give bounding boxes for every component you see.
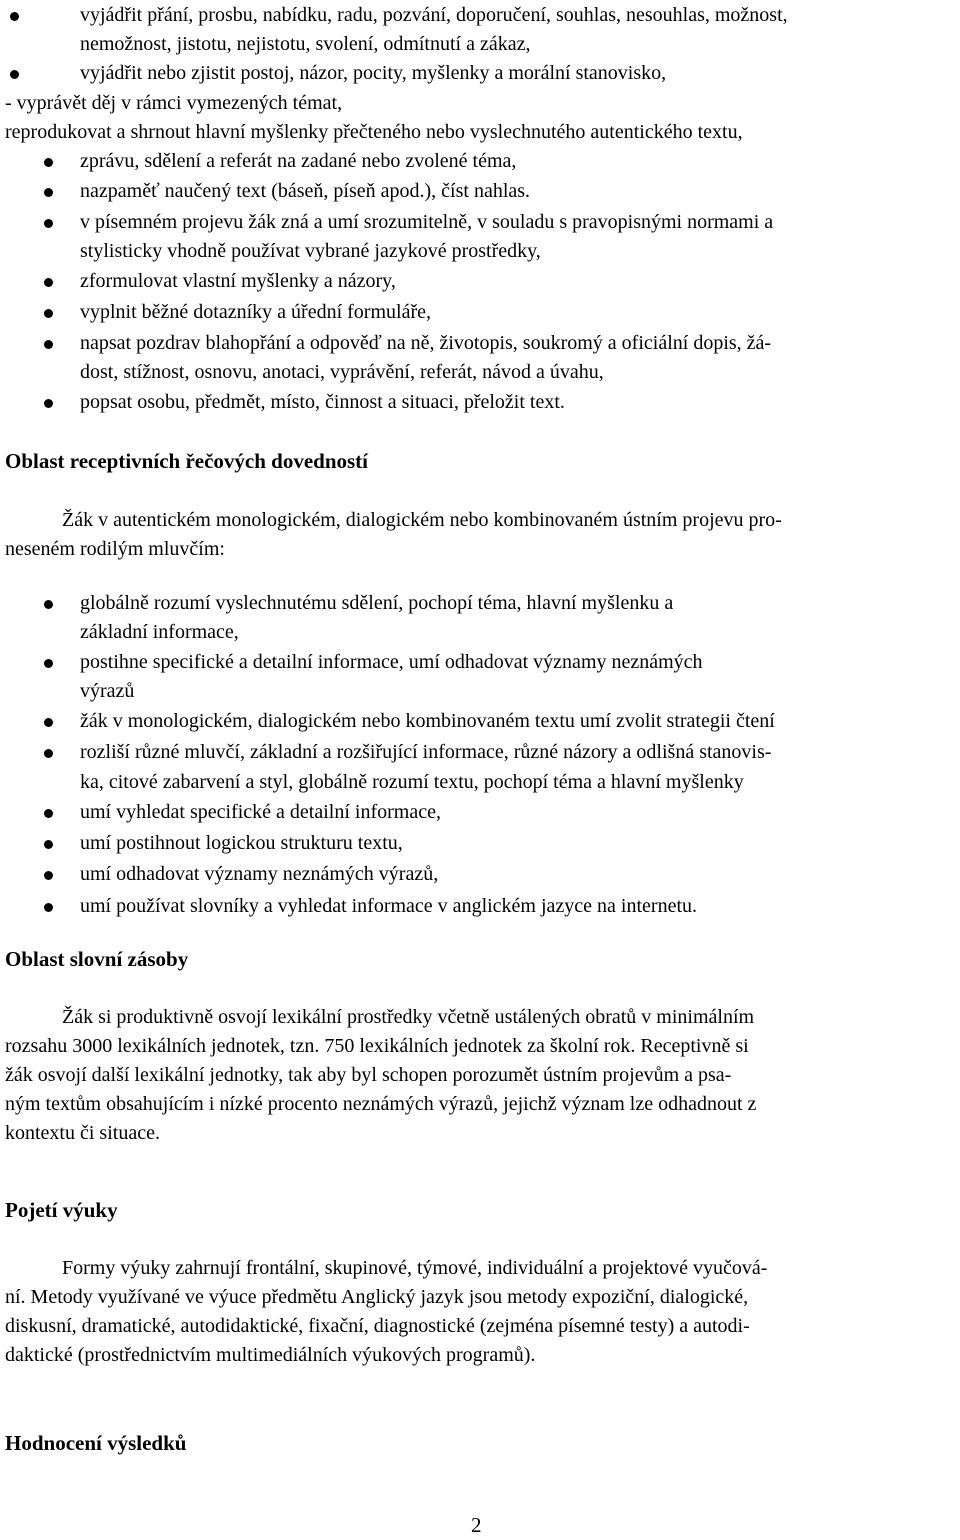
- list-item: nazpaměť naučený text (báseň, píseň apod.), číst nahlas.: [80, 180, 531, 202]
- receptive-intro: Žák v autentickém monologickém, dialogickém nebo kombinovaném ústním projevu pro-: [62, 509, 782, 531]
- list-item: vyplnit běžné dotazníky a úřední formuláře,: [80, 301, 431, 323]
- teaching-para-line: daktické (prostřednictvím multimediálních výukových programů).: [5, 1344, 536, 1366]
- page-number: 2: [471, 1513, 482, 1537]
- bullet-icon: [44, 188, 53, 197]
- list-item: zformulovat vlastní myšlenky a názory,: [80, 270, 396, 292]
- list-item: popsat osobu, předmět, místo, činnost a situaci, přeložit text.: [80, 391, 565, 413]
- section-heading-teaching: Pojetí výuky: [5, 1198, 118, 1222]
- bullet-icon: [44, 718, 53, 727]
- list-item: napsat pozdrav blahopřání a odpověď na ně, životopis, soukromý a oficiální dopis, žá-: [80, 332, 772, 354]
- list-item-cont: stylisticky vhodně používat vybrané jazykové prostředky,: [80, 240, 541, 262]
- list-item-cont: základní informace,: [80, 621, 239, 643]
- bullet-icon: [44, 219, 53, 228]
- dash-item: - vyprávět děj v rámci vymezených témat,: [5, 92, 343, 114]
- list-item: vyjádřit nebo zjistit postoj, názor, pocity, myšlenky a morální stanovisko,: [80, 62, 667, 84]
- list-item: umí odhadovat významy neznámých výrazů,: [80, 863, 439, 885]
- list-item: zprávu, sdělení a referát na zadané nebo zvolené téma,: [80, 150, 517, 172]
- bullet-icon: [44, 399, 53, 408]
- section-heading-vocabulary: Oblast slovní zásoby: [5, 947, 189, 971]
- teaching-para-line: Formy výuky zahrnují frontální, skupinové, týmové, individuální a projektové vyučová-: [62, 1257, 768, 1279]
- bullet-icon: [10, 12, 19, 21]
- vocabulary-para-line: ným textům obsahujícím i nízké procento neznámých výrazů, jejichž význam lze odhadnout z: [5, 1093, 757, 1115]
- bullet-icon: [44, 903, 53, 912]
- vocabulary-para-line: žák osvojí další lexikální jednotky, tak aby byl schopen porozumět ústním projevům a psa-: [5, 1064, 732, 1086]
- vocabulary-para-line: Žák si produktivně osvojí lexikální prostředky včetně ustálených obratů v minimálním: [62, 1006, 755, 1028]
- bullet-icon: [44, 309, 53, 318]
- receptive-intro-cont: neseném rodilým mluvčím:: [5, 538, 225, 560]
- bullet-icon: [44, 840, 53, 849]
- bullet-icon: [10, 70, 19, 79]
- bullet-icon: [44, 871, 53, 880]
- bullet-icon: [44, 809, 53, 818]
- list-item: postihne specifické a detailní informace, umí odhadovat významy neznámých: [80, 651, 703, 673]
- list-item: vyjádřit přání, prosbu, nabídku, radu, pozvání, doporučení, souhlas, nesouhlas, možnost,: [80, 4, 788, 26]
- section-heading-assessment: Hodnocení výsledků: [5, 1431, 187, 1455]
- plain-line: reprodukovat a shrnout hlavní myšlenky přečteného nebo vyslechnutého autentického textu,: [5, 121, 743, 143]
- list-item: rozliší různé mluvčí, základní a rozšiřující informace, různé názory a odlišná stanovis-: [80, 741, 772, 763]
- bullet-icon: [44, 749, 53, 758]
- bullet-icon: [44, 600, 53, 609]
- list-item: umí postihnout logickou strukturu textu,: [80, 832, 403, 854]
- list-item-cont: výrazů: [80, 680, 135, 702]
- bullet-icon: [44, 278, 53, 287]
- list-item: žák v monologickém, dialogickém nebo kombinovaném textu umí zvolit strategii čtení: [80, 710, 775, 732]
- bullet-icon: [44, 659, 53, 668]
- list-item: v písemném projevu žák zná a umí srozumitelně, v souladu s pravopisnými normami a: [80, 211, 774, 233]
- vocabulary-para-line: kontextu či situace.: [5, 1122, 160, 1144]
- list-item-cont: nemožnost, jistotu, nejistotu, svolení, odmítnutí a zákaz,: [80, 33, 531, 55]
- vocabulary-para-line: rozsahu 3000 lexikálních jednotek, tzn. 750 lexikálních jednotek za školní rok. Receptivně si: [5, 1035, 749, 1057]
- section-heading-receptive: Oblast receptivních řečových dovedností: [5, 449, 369, 473]
- bullet-icon: [44, 158, 53, 167]
- list-item: umí vyhledat specifické a detailní informace,: [80, 801, 441, 823]
- list-item: umí používat slovníky a vyhledat informace v anglickém jazyce na internetu.: [80, 895, 698, 917]
- list-item-cont: dost, stížnost, osnovu, anotaci, vyprávění, referát, návod a úvahu,: [80, 361, 604, 383]
- bullet-icon: [44, 340, 53, 349]
- list-item-cont: ka, citové zabarvení a styl, globálně rozumí textu, pochopí téma a hlavní myšlenky: [80, 771, 744, 793]
- list-item: globálně rozumí vyslechnutému sdělení, pochopí téma, hlavní myšlenku a: [80, 592, 674, 614]
- teaching-para-line: diskusní, dramatické, autodidaktické, fixační, diagnostické (zejména písemné testy) a autodi-: [5, 1315, 750, 1337]
- teaching-para-line: ní. Metody využívané ve výuce předmětu Anglický jazyk jsou metody expoziční, dialogické,: [5, 1286, 749, 1308]
